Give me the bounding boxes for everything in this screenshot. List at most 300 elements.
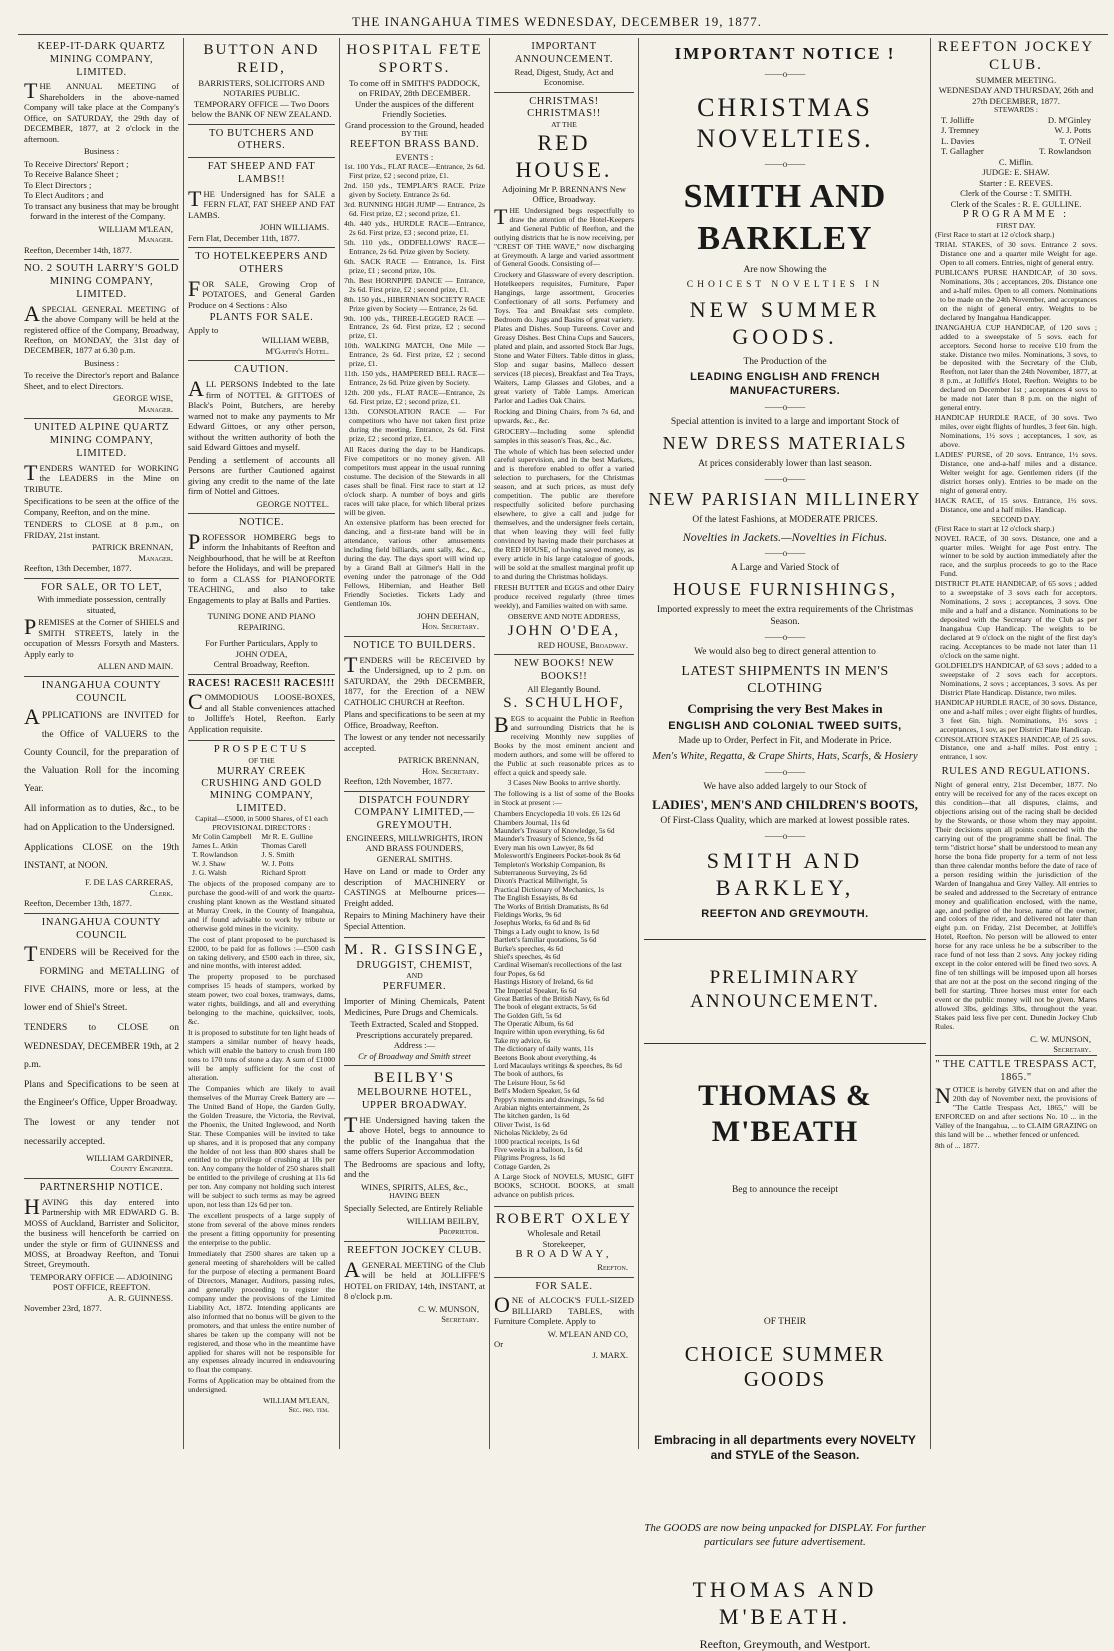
ad-heading: LATEST SHIPMENTS IN MEN'S CLOTHING — [681, 663, 889, 696]
list-item: Oliver Twist, 1s 6d — [494, 1119, 550, 1129]
ad-title: " THE CATTLE TRESPASS ACT, 1865." — [935, 1058, 1097, 1083]
signature: ALLEN AND MAIN. — [97, 661, 173, 672]
signature-role: Clerk. — [149, 887, 173, 898]
ad-title: DISPATCH FOUNDRY COMPANY LIMITED,—GREYMOUTH. — [354, 794, 475, 832]
ad-dates: WEDNESDAY AND THURSDAY, 26th and 27th DECEMBER, 1877. — [938, 85, 1094, 106]
ad-address: Cr of Broadway and Smith street — [358, 1050, 471, 1061]
ad-text: Special attention is invited to a large and important Stock of — [670, 417, 900, 428]
steward: T. Jolliffe — [941, 115, 975, 125]
ad-body: TENDERS WANTED for WORKING the LEADERS in the Mine on TRIBUTE. — [24, 459, 179, 494]
ad-subtitle: UPPER BROADWAY. — [361, 1100, 468, 1112]
steward: T. Gallagher — [941, 146, 984, 157]
section-rule — [644, 939, 926, 940]
director: James L. Atkin — [192, 841, 238, 851]
ad-body: ASPECIAL GENERAL MEETING of the above Company will be held at the registered office of the Company, Broadway, Reefton, on MONDAY, the 31st day of DECEMBER, 1877 at 6.30 p.m. — [24, 300, 179, 356]
list-item: 1000 practical receipts, 1s 6d — [494, 1136, 580, 1146]
steward-row — [935, 115, 1097, 125]
ad-body: THE Undersigned having taken the above Hotel, begs to announce to the public of the Inangahua that the same offers Superior Accommodation — [344, 1111, 485, 1157]
signature: WILLIAM BEILBY, — [406, 1215, 479, 1226]
ad-body: TENDERS will be RECEIVED by the Undersigned, up to 2 p.m. on SATURDAY, the 29th DECEMBER, 1877, for the Erection of a NEW CATHOLIC CHURCH at Reefton. — [344, 651, 485, 707]
ad-text: The Bedrooms are spacious and lofty, and the — [344, 1158, 485, 1180]
ad-body: PREMISES at the Corner of SHIELS and SMITH STREETS, lately in the occupation of Messrs Forsyth and Masters. Apply early to — [24, 614, 179, 659]
list-item: Things a Lady ought to know, 1s 6d — [494, 926, 599, 936]
list-item: Peppy's memoirs and drawings, 5s 6d — [494, 1094, 604, 1104]
column-3 — [340, 38, 489, 1449]
ad-subtitle: SUMMER MEETING. — [975, 74, 1057, 85]
business-list — [24, 159, 179, 222]
list-item: Practical Dictionary of Mechanics, 1s — [494, 884, 605, 894]
clerk-course: Clerk of the Course : T. SMITH. — [960, 188, 1072, 199]
starter: Starter : E. REEVES. — [979, 177, 1053, 188]
list-item: To Receive Directors' Report ; — [24, 158, 129, 169]
ad-text: Adjoining Mr P. BRENNAN'S New Office, Broadway. — [501, 183, 627, 205]
ad-title: FOR SALE, OR TO LET, — [40, 581, 163, 593]
list-item: Bell's Modern Speaker, 5s 6d — [494, 1086, 580, 1096]
list-item: Fieldings Works, 9s 6d — [494, 910, 561, 919]
ad-title: TO BUTCHERS AND OTHERS. — [208, 127, 315, 152]
list-item: Chambers Encyclopedia 10 vols. £6 12s 6d — [494, 809, 621, 819]
ad-title: INANGAHUA COUNTY COUNCIL — [41, 679, 162, 704]
ad-smith-barkley — [644, 44, 926, 929]
ad-piano — [188, 514, 335, 675]
divider: ——o—— — [764, 548, 806, 559]
ad-cattle-trespass — [935, 1055, 1097, 1155]
list-item: 5th. 110 yds., ODDFELLOWS' RACE—Entrance, 2s 6d. Prize given by Society. — [344, 237, 485, 256]
ad-text: Men's White, Regatta, & Crape Shirts, Hats, Scarfs, & Hosiery — [652, 750, 918, 762]
ad-text: The Production of the — [743, 356, 827, 367]
ad-text: TEMPORARY OFFICE — ADJOINING POST OFFICE, REEFTON. — [30, 1271, 173, 1293]
race-entry: PUBLICAN'S PURSE HANDICAP, of 30 sovs. Nominations, 30s ; acceptances, 20s. Distance one and a-half miles. Open to all comers. Nominations to be made on the 24th November, and acceptances on the night of general entry. Weights to be declared by Inangahua Handicapper. — [935, 267, 1097, 322]
ad-subtitle: CHRISTMAS! CHRISTMAS!! — [527, 95, 601, 120]
ad-heading: NEW SUMMER GOODS. — [689, 297, 881, 350]
ad-text: A Large Stock of NOVELS, MUSIC, GIFT BOOKS, SCHOOL BOOKS, at small advance on publish prices. — [494, 1172, 634, 1200]
signature-role: Manager. — [138, 403, 173, 414]
signature: GEORGE WISE, — [113, 393, 173, 404]
ad-text: OF THE — [248, 755, 275, 765]
rules-heading: RULES AND REGULATIONS. — [941, 766, 1091, 778]
ad-date: November 23rd, 1877. — [24, 1303, 102, 1314]
ad-county-council-tenders — [24, 914, 179, 1179]
ad-subtitle: PLANTS FOR SALE. — [209, 312, 314, 324]
ad-title: KEEP-IT-DARK QUARTZ MINING COMPANY, LIMITED. — [37, 41, 166, 78]
ad-partnership — [24, 1179, 179, 1318]
ad-title: TO HOTELKEEPERS AND OTHERS — [195, 251, 328, 275]
ad-text: Are now Showing the — [743, 265, 827, 276]
steward-row — [935, 125, 1097, 135]
signature-role: Secretary. — [441, 1313, 479, 1324]
ad-subtitle: GENERAL SMITHS. — [376, 853, 453, 864]
ad-text: TEMPORARY OFFICE — Two Doors below the BANK OF NEW ZEALAND. — [191, 98, 332, 120]
divider: ——o—— — [764, 767, 806, 778]
ad-date: Reefton, 12th November, 1877. — [344, 776, 453, 787]
signature: JOHN DEEHAN, — [417, 611, 479, 621]
ad-text: BROADWAY, — [515, 1249, 613, 1261]
list-item: Maunder's Treasury of Science, 9s 6d — [494, 834, 604, 844]
ad-text: Prescriptions accurately prepared. — [356, 1029, 473, 1040]
race-entry: HANDICAP HURDLE RACE, of 30 sovs. Two miles, over eight flights of hurdles, 3 feet 6in. high. Nominations, 1½ sovs ; acceptances, 1 sov, as above. — [935, 413, 1097, 450]
ad-text: 3 Cases New Books to arrive shortly. — [507, 778, 621, 788]
ad-south-larry — [24, 260, 179, 419]
ad-text: Of the latest Fashions, at MODERATE PRICES. — [692, 515, 878, 526]
ad-prospectus — [188, 741, 335, 1419]
director: W. J. Potts — [261, 858, 294, 868]
ad-text: HAVING BEEN — [389, 1191, 440, 1201]
ad-title: INANGAHUA COUNTY COUNCIL — [41, 916, 162, 941]
ad-text: Specifications to be seen at the office of the Company, Reefton, and on the mine. — [24, 496, 179, 517]
signature-role: Hon. Secretary. — [422, 621, 479, 632]
list-item: The Operatic Album, 6s 6d — [494, 1019, 574, 1029]
director: Mr R. E. Gulline — [261, 832, 313, 842]
ad-title: FAT SHEEP AND FAT LAMBS!! — [207, 161, 316, 185]
signature-place: Central Broadway, Reefton. — [213, 659, 310, 670]
list-item: Burke's speeches, 4s 6d — [494, 943, 563, 953]
signature: WILLIAM M'LEAN, — [263, 1396, 329, 1406]
list-item: Arabian nights entertainment, 2s — [494, 1102, 590, 1112]
ad-text: All information as to duties, &c., to be had on Application to the Undersigned. — [24, 803, 179, 833]
signature: C. W. MUNSON, — [1030, 1033, 1091, 1044]
divider: ——o—— — [764, 68, 806, 79]
ad-firm: SMITH AND BARKLEY — [683, 178, 887, 257]
ad-title: FOR SALE. — [535, 1280, 593, 1292]
ad-title: IMPORTANT ANNOUNCEMENT. — [514, 41, 614, 65]
steward: T. Rowlandson — [1039, 146, 1091, 157]
list-item: 10th. WALKING MATCH, One Mile — Entrance, 2s 6d. First prize, £2 ; second prize, £1. — [344, 341, 485, 369]
list-item: Take my advice, 6s — [494, 1035, 551, 1045]
ad-text: Beg to announce the receipt — [731, 1185, 839, 1195]
director: Richard Sprott — [261, 867, 307, 877]
steward-row — [935, 146, 1097, 156]
column-6 — [931, 38, 1101, 1449]
ad-text: Under the auspices of the different Friendly Societies. — [355, 98, 474, 120]
ad-text: The lowest or any tender not necessarily accepted. — [24, 1117, 179, 1147]
ad-body: TENDERS will be Received for the FORMING and METALLING of FIVE CHAINS, more or less, at the lower end of Shiel's Street. — [24, 941, 179, 1014]
ad-body: BEGS to acquaint the Public in Reefton and surrounding Districts that he is receiving Monthly new supplies of Books by the most eminent ancient and modern authors, and some will be offered to the Public at such reasonable prices as to effect a quick and speedy sale. — [494, 711, 634, 777]
ad-text: We would also beg to direct general attention to — [694, 647, 876, 658]
list-item: The dictionary of daily wants, 11s — [494, 1044, 594, 1054]
steward-row — [935, 136, 1097, 146]
ad-county-council-valuers — [24, 677, 179, 914]
ad-subtitle: WINES, SPIRITS, ALES, &c., — [361, 1181, 468, 1192]
ad-keep-it-dark — [24, 38, 179, 260]
ad-important-announcement — [494, 38, 634, 93]
ad-text: CHOICEST NOVELTIES IN — [686, 279, 884, 290]
masthead-rule — [18, 34, 1108, 35]
director: Mr Colin Campbell — [192, 832, 252, 842]
ad-text: At prices considerably lower than last season. — [698, 458, 872, 469]
ad-body: FOR SALE, Growing Crop of POTATOES, and General Garden Produce on 4 Sections : Also — [188, 275, 335, 310]
signature-role: Hon. Secretary. — [422, 765, 479, 776]
ad-text: AND — [406, 971, 423, 981]
race-entry: TRIAL STAKES, of 30 sovs. Entrance 2 sovs. Distance one and a quarter mile Weight for age. Open to all comers. Entries, night of general entry. — [935, 240, 1097, 267]
ad-paragraph: The property proposed to be purchased comprises 15 heads of stampers, worked by steam power, two coal boxes, tramways, dams, water rights, buildings, and all and everything belonging to the machine, quicksilver, tools, &c. — [188, 972, 335, 1027]
ad-hospital-fete — [344, 38, 485, 637]
list-item: Molesworth's Engineers Pocket-book 8s 6d — [494, 851, 621, 861]
ad-title: NO. 2 SOUTH LARRY'S GOLD MINING COMPANY, LIMITED. — [24, 263, 179, 300]
ad-title: BEILBY'S — [373, 1070, 456, 1087]
ad-text: AT THE — [551, 120, 577, 130]
ad-notice-builders — [344, 637, 485, 792]
business-label: Business : — [83, 357, 120, 368]
list-item: To Receive Balance Sheet ; — [24, 169, 119, 180]
stewards-label: STEWARDS : — [993, 105, 1039, 115]
ad-body: AGENERAL MEETING of the Club will be held at JOLLIFFE'S HOTEL on FRIDAY, 14th, INSTANT, at 8 o'clock p.m. — [344, 1256, 485, 1302]
signature: PATRICK BRENNAN, — [92, 542, 173, 553]
list-item: Every man his own Lawyer, 8s 6d — [494, 842, 594, 852]
divider: ——o—— — [764, 159, 806, 170]
ad-paragraph: The excellent prospects of a large supply of stone from several of the above mines renders the present a fitting opportunity for presenting the enterprise to the public. — [188, 1211, 335, 1248]
signature-place: RED HOUSE, Broadway. — [537, 639, 628, 650]
ad-robert-oxley — [494, 1207, 634, 1278]
ad-text: OF THEIR — [763, 1316, 807, 1327]
ad-firm: THOMAS & M'BEATH — [698, 1078, 872, 1149]
list-item: Cottage Garden, 2s — [494, 1161, 551, 1171]
list-item: Great Battles of the British Navy, 6s 6d — [494, 993, 610, 1003]
ad-thomas-mbeath — [644, 966, 926, 1651]
ad-body: NOTICE is hereby GIVEN that on and after the 20th day of November next, the provisions of "The Cattle Trespass Act, 1865," will be ENFORCED on and after sections No. 10 ... in the Valley of the Inangahua, ... to CLAIM GRAZING on this land will be ... whether fenced or unfenced. — [935, 1083, 1097, 1140]
events-list — [344, 163, 485, 444]
list-item: 1st. 100 Yds., FLAT RACE—Entrance, 2s 6d. First prize, £2 ; second prize, £1. — [344, 162, 485, 181]
column-1 — [20, 38, 183, 1449]
ad-paragraph: The objects of the proposed company are to purchase the good-will of and work the quartz-crushing plant known as the Westland situated at Murray Creek, in the County of Inangahua, and if found advisable to work by tribute or otherwise gold mines in the vicinity. — [188, 878, 335, 933]
steward: L. Davies — [941, 135, 975, 146]
ad-date: Reefton, December 13th, 1877. — [24, 898, 132, 909]
list-item: Maunder's Treasury of Knowledge, 5s 6d — [494, 826, 615, 836]
steward: D. M'Ginley — [1047, 115, 1091, 125]
director: J. G. Walsh — [192, 867, 227, 877]
race-entry: HACK RACE, of 15 sovs. Entrance, 1½ sovs. Distance, one and a half miles. Handicap. — [935, 495, 1097, 514]
ad-text: Plans and Specifications to be seen at the Engineer's Office, Upper Broadway. — [24, 1078, 179, 1109]
list-item: The Imperial Speaker, 6s 6d — [494, 985, 577, 995]
ad-title: HOSPITAL FETE SPORTS. — [346, 42, 483, 77]
ad-text: Teeth Extracted, Scaled and Stopped. — [350, 1019, 479, 1030]
signature-role: County Engineer. — [110, 1163, 173, 1174]
ad-body: Have on Land or made to Order any description of MACHINERY or CASTINGS at Melbourne prices—Freight added. — [344, 866, 485, 908]
ad-gissing-chemist — [344, 938, 485, 1066]
ad-body: To come off in SMITH'S PADDOCK, on FRIDAY, 28th DECEMBER. — [349, 77, 480, 99]
races-day-2 — [935, 535, 1097, 763]
list-item: 7th. Best HORNPIPE DANCE — Entrance, 2s 6d. First prize, £2 ; second prize, £1. — [344, 275, 485, 294]
ad-dispatch-foundry — [344, 792, 485, 939]
ad-title: ROBERT OXLEY — [495, 1210, 633, 1227]
ad-subtitle: BARRISTERS, SOLICITORS AND NOTARIES PUBLIC. — [198, 77, 325, 99]
list-item: Shiel's speeches, 4s 6d — [494, 951, 561, 961]
ad-body: APPLICATIONS are INVITED for the Office of VALUERS to the County Council, for the preparation of the Valuation Roll for the incoming Year. — [24, 704, 179, 795]
director: T. Rowlandson — [192, 850, 238, 860]
ad-paragraph: The Companies which are likely to avail themselves of the Murray Creek Battery are —The United Band of Hope, the Garden Gully, the Golden Treasure, the Victoria, the Revival, the Phoenix, the United Inglewood, and North Star. These Companies will be invited to take up shares, and it is proposed that any company the holder of not less than 800 shares shall be entitled to the privilege of crushing at 10s per ton. Any company the holder of 250 shares shall be entitled to the privilege of crushing at 11s 6d per ton. Any company not holding such interest will be subject to such terms as may be agreed upon, not less than 12s 6d per ton. — [188, 1083, 335, 1210]
list-item: 3rd. RUNNING HIGH JUMP — Entrance, 2s 6d. First prize, £2 ; second prize, £1. — [344, 200, 485, 219]
judge: JUDGE: E. SHAW. — [982, 167, 1050, 178]
ad-body: Importer of Mining Chemicals, Patent Medicines, Pure Drugs and Chemicals. — [344, 996, 485, 1017]
signature: WILLIAM M'LEAN, — [98, 223, 173, 234]
ad-text: LEADING ENGLISH AND FRENCH MANUFACTURERS. — [690, 371, 880, 397]
list-item: Dixon's Practical Millwright, 5s — [494, 876, 588, 886]
director: Thomas Carell — [261, 841, 307, 851]
ad-button-reid — [188, 38, 335, 125]
ad-title: RACES! RACES!! RACES!!! — [188, 677, 335, 689]
ad-body: COMMODIOUS LOOSE-BOXES, and all Stable conveniences attached to Jolliffe's Hotel, Reefton. Early Application requisite. — [188, 689, 335, 734]
ad-for-sale-premises — [24, 579, 179, 677]
ad-body: THE Undersigned begs respectfully to draw the attention of the Hotel-Keepers and General Public of Reefton, and the outlying districts that he is now receiving, per "CREST OF THE WAVE," now discharging at Greymouth. A large and varied assortment of General Goods. Consisting of— — [494, 203, 634, 269]
ad-text: Address :— — [393, 1040, 436, 1051]
list-item: Cardinal Wiseman's recollections of the last four Popes, 6s 6d — [494, 960, 622, 978]
ad-fat-sheep — [188, 158, 335, 248]
ad-subtitle: PERFUMER. — [382, 981, 447, 993]
list-item: To Elect Auditors ; and — [24, 190, 104, 201]
ad-title: M. R. GISSINGE, — [344, 942, 485, 959]
day-heading: SECOND DAY. — [991, 514, 1041, 524]
ad-notice-heading: IMPORTANT NOTICE ! — [674, 44, 896, 63]
list-item: Subterraneous Surveying, 2s 6d — [494, 868, 587, 878]
list-item: The kitchen garden, 1s 6d — [494, 1111, 570, 1121]
ad-text: Novelties in Jackets.—Novelties in Fichus. — [682, 529, 888, 544]
ad-heading: PRELIMINARY ANNOUNCEMENT. — [690, 967, 880, 1012]
ad-text: Plans and specifications to be seen at my Office, Broadway, Reefton. — [344, 709, 485, 730]
list-item: 2nd. 150 yds., TEMPLAR'S RACE. Prize given by Society. Entrance 2s 6d. — [344, 181, 485, 200]
ad-body: PROFESSOR HOMBERG begs to inform the Inhabitants of Reefton and Neighbourhood, that he will be at Reefton before the Holidays, and will be prepared to form a CLASS for PIANOFORTE TEACHING, and also to take Engagements to play at Balls and Parties. — [188, 528, 335, 605]
signature: C. W. MUNSON, — [418, 1303, 479, 1314]
ad-paragraph: Crockery and Glassware of every description. Hotelkeepers requisites, Furniture, Paper Hangings, large assortment, Groceries Confectionary of all sorts. Perfumery and Toys. Tea and Breakfast sets complete. Bedroom do. Jugs and Basins of great variety. Plates and Dishes. Soup Tureens. Cover and Greasy Dishes. Best China Cups and Saucers, plated and plain, and assorted Stock Bar Jugs, Stone and Water Filters. Table dittos in glass, Slop and sugar basins, Malleco dessert services (18 pieces), Breakfast and Tea Trays, Waiters, Lamp Glasses and Globes, and a great variety of Table Lamps. American Parlor and Ladies Oak Chairs. — [494, 270, 634, 405]
list-item: 4th. 440 yds., HURDLE RACE—Entrance, 2s 6d. First prize, £3 ; second prize, £1. — [344, 218, 485, 237]
ad-paragraph: It is proposed to substitute for ten light heads of stampers a similar number of heavy heads, which will enable the battery to crush from 180 tons to 170 tons of stone a day. A sum of £1000 will be amply sufficient for the cost of alteration. — [188, 1028, 335, 1082]
race-entry: CONSOLATION STAKES HANDICAP, of 25 sovs. Distance, one and a-half miles. Post entry ; entrance, 1 sov. — [935, 734, 1097, 762]
list-item: The Leisure Hour, 5s 6d — [494, 1077, 565, 1087]
ad-text: Grand procession to the Ground, headed — [345, 119, 484, 130]
ad-text: Reefton, Greymouth, and Westport. — [699, 1636, 871, 1651]
ad-subtitle: With immediate possession, centrally situated, — [37, 594, 166, 615]
ad-title: PARTNERSHIP NOTICE. — [39, 1181, 164, 1193]
signature: J. MARX. — [592, 1349, 628, 1360]
ad-text: Apply to — [188, 324, 219, 335]
ad-paragraph: Rocking and Dining Chairs, from 7s 6d, and upwards, &c., &c. — [494, 406, 634, 425]
ad-text: To receive the Director's report and Balance Sheet, and to elect Directors. — [24, 370, 179, 391]
ad-text: The following is a list of some of the Books in Stock at present :— — [494, 789, 634, 808]
ad-jockey-club-programme — [935, 38, 1097, 1055]
list-item: Nicholas Nickleby, 2s 6d — [494, 1128, 568, 1138]
ad-title: PROSPECTUS — [213, 744, 310, 756]
ad-firm: SMITH AND BARKLEY, — [706, 848, 864, 901]
divider: ——o—— — [764, 402, 806, 413]
ad-paragraph: The cost of plant proposed to be purchased is £2000, to be paid for as follows :—£500 cash on taking delivery, and £500 each in three, six, and nine months, with interest added. — [188, 934, 335, 971]
ad-subtitle: DRUGGIST, CHEMIST, — [356, 959, 473, 971]
ad-subtitle: Wholesale and Retail — [527, 1228, 601, 1239]
ad-title: UNITED ALPINE QUARTZ MINING COMPANY, LIMITED. — [33, 422, 170, 459]
signature: W. M'LEAN AND CO, — [547, 1328, 628, 1339]
column-rule — [638, 38, 639, 1449]
ad-paragraph: The whole of which has been selected under careful supervision, and in the best Markets, and is therefore enabled to offer a varied selection to purchasers, for the Christmas season, and at such prices, as must defy competition. The public are therefore respectfully solicited before purchasing elsewhere, to give a call and judge for themselves, and the undersigner feels certain, that when leaving they will feel fully convinced by having made their purchases at the RED HOUSE, of having saved money, as every article in his large catalogue of goods, will be sold at the smallest marginal profit up to and during the Christmas holidays. — [494, 446, 634, 581]
signature: PATRICK BRENNAN, — [398, 755, 479, 766]
list-item: 11th. 150 yds., HAMPERED BELL RACE—Entrance, 2s 6d. Prize given by Society. — [344, 369, 485, 388]
list-item: Josephus Works, 6s 6d and 8s 6d — [494, 918, 590, 928]
list-item: To Elect Directors ; — [24, 179, 92, 190]
ad-title: NOTICE TO BUILDERS. — [353, 639, 476, 651]
ad-subtitle: MELBOURNE HOTEL, — [357, 1087, 472, 1099]
ad-text: Imported expressly to meet the extra requirements of the Christmas Season. — [656, 604, 914, 627]
ad-paragraph: FRESH BUTTER and EGGS and other Dairy produce received regularly (three times weekly), and Families waited on with same. — [494, 582, 634, 610]
ad-heading: HOUSE FURNISHINGS, — [672, 579, 898, 599]
directors-label: PROVISIONAL DIRECTORS : — [212, 823, 311, 833]
ad-red-house — [494, 93, 634, 656]
ad-firm: THOMAS AND M'BEATH. — [692, 1577, 878, 1629]
list-item: Inquire within upon everything, 6s 6d — [494, 1027, 605, 1037]
signature: WILLIAM WEBB, — [261, 335, 329, 346]
clerk-scales: Clerk of the Scales : R. E. GULLINE. — [950, 198, 1082, 209]
ad-text: Applications CLOSE on the 19th INSTANT, at NOON. — [24, 841, 179, 872]
events-label: EVENTS : — [395, 151, 434, 162]
list-item: The Golden Gift, 5s 6d — [494, 1010, 562, 1020]
ad-paragraph: GROCERY—Including some splendid samples in this season's Teas, &c., &c. — [494, 426, 634, 445]
ad-text: Or — [494, 1339, 504, 1350]
ad-title: RED HOUSE. — [515, 130, 613, 182]
ad-subtitle: TUNING DONE AND PIANO REPAIRING. — [207, 611, 316, 632]
list-item: The book of authors, 6s — [494, 1069, 564, 1079]
ad-title: CAUTION. — [234, 364, 289, 376]
signature: GEORGE NOTTEL. — [256, 498, 329, 509]
race-entry: DISTRICT PLATE HANDICAP, of 65 sovs ; added to a sweepstake of 3 sovs each for acceptors. Nominations, 2 sovs ; acceptances, 3 sovs. One mile and a half and a distance. Nominations to be deposited with the Secretary of the Club as per Inangahua Cup Handicap. The weights to be declared at 9 o'clock on the night of the first day's racing. Acceptances to be made not later than 11 o'clock on the same night. — [935, 579, 1097, 660]
ad-text: The GOODS are now being unpacked for DISPLAY. For further particulars see future advertisement. — [644, 1522, 926, 1548]
ad-united-alpine — [24, 419, 179, 578]
ad-title: NOTICE. — [238, 517, 285, 529]
ad-text: For Further Particulars, Apply to — [205, 638, 318, 649]
ad-subtitle: Storekeeper, — [542, 1238, 586, 1249]
ad-heading: NEW PARISIAN MILLINERY — [648, 489, 922, 510]
race-entry: NOVEL RACE, of 30 sovs. Distance, one and a quarter miles. Weight for age Post entry. The winner to be sold by auction immediately after the race, and the surplus proceeds to go to the Race Fund. — [935, 533, 1097, 579]
programme-heading: PROGRAMME : — [962, 209, 1070, 221]
start-note: (First Race to start at 12 o'clock sharp.) — [935, 230, 1055, 240]
ad-caution — [188, 361, 335, 514]
ad-text: REEFTON AND GREYMOUTH. — [701, 908, 869, 921]
ad-paragraph: Forms of Application may be obtained from the undersigned. — [188, 1376, 335, 1395]
ad-paragraph: All Races during the day to be Handicaps. Five competitors or no money given. All competitors must appear in the usual running costume. The decision of the Stewards in all cases shall be final. First race to start at 12 o'clock sharp. A number of boys and girls races will take place, for which liberal prizes will be given. — [344, 444, 485, 517]
divider: ——o—— — [764, 474, 806, 485]
list-item: The English Essayists, 8s 6d — [494, 893, 578, 903]
ad-butchers — [188, 125, 335, 159]
ad-paragraph: An extensive platform has been erected for dancing, and a first-rate band will be in attendance, various other amusements including field billiards, aunt sally, &c., &c., during the day. The days sport will wind up by a Grand Ball at Gilmer's Hall in the evening under the patronage of the Odd Fellows, Hibernian, and Heather Bell Friendly Societies. Tickets Lady and Gentleman 10s. — [344, 518, 485, 609]
list-item: 6th. SACK RACE — Entrance, 1s. First prize, £1 ; second prize, 10s. — [344, 256, 485, 275]
day-heading: FIRST DAY. — [996, 221, 1036, 231]
section-rule — [644, 1043, 926, 1044]
ad-text: Comprising the very Best Makes in — [687, 700, 883, 716]
race-entry: HANDICAP HURDLE RACE, of 30 sovs. Distance, one and a-half miles ; over eight flights of hurdles, 3 feet 6in. high. Nominations, 1½ sovs ; acceptances, 1 sov, as per District Plate Handicap. — [935, 697, 1097, 734]
steward: J. Tremney — [941, 125, 980, 136]
ad-text: TENDERS to CLOSE at 8 p.m., on FRIDAY, 21st instant. — [24, 519, 179, 540]
steward: W. J. Potts — [1054, 125, 1091, 136]
signature-role: Manager. — [138, 234, 173, 245]
ad-text: Capital—£5000, in 5000 Shares, of £1 each — [195, 814, 328, 824]
signature: JOHN O'DEA, — [235, 648, 288, 659]
ad-body: ONE of ALCOCK'S FULL-SIZED BILLIARD TABLES, with Furniture Complete. Apply to — [494, 1292, 634, 1327]
directors-list — [188, 833, 335, 878]
ad-heading: CHOICE SUMMER GOODS — [684, 1341, 886, 1392]
signature: JOHN O'DEA, — [507, 622, 621, 639]
ad-town: Reefton. — [597, 1262, 628, 1273]
ad-body: THE Undersigned has for SALE a FERN FLAT, FAT SHEEP AND FAT LAMBS. — [188, 185, 335, 220]
ad-text: Pending a settlement of accounts all Persons are further Cautioned against giving any credit to the name of the late firm of Nottel and Gittoes. — [188, 454, 335, 497]
ad-text: Made up to Order, Perfect in Fit, and Moderate in Price. — [678, 736, 892, 747]
signature: A. R. GUINNESS. — [107, 1292, 173, 1303]
ad-paragraph: Immediately that 2500 shares are taken up a general meeting of shareholders will be called for the purpose of electing a permanent Board of Directors, Manager, Auditors, passing rules, and generally proceeding to register the company under the provisions of the Limited Liability Act, 1872. Intending applicants are also informed that no bonus will be given to the promoters, and that unless the entire number of shares be taken up the company will not be registered, and those who in the meantime have applied for shares will not be responsible for any expenses already incurred in endeavouring to float the company. — [188, 1249, 335, 1375]
director: W. J. Shaw — [192, 858, 226, 868]
race-entry: GOLDFIELD'S HANDICAP, of 63 sovs ; added to a sweepstake of 2 sovs each for acceptors. Nominations, 2 sovs ; acceptances, 3 sovs. As per District Plate Handicap. Distance, two miles. — [935, 660, 1097, 697]
ad-body: HAVING this day entered into Partnership with MR EDWARD G. B. MOSS of Auckland, Barrister and Solicitor, the business will henceforth be carried on under the style or firm of GUINNESS and MOSS, at Broadway Reefton, and Tonui Street, Greymouth. — [24, 1193, 179, 1270]
list-item: Chambers Journal, 11s 6d — [494, 817, 570, 827]
ad-body: Read, Digest, Study, Act and Economise. — [514, 66, 614, 88]
ad-races-stables — [188, 675, 335, 742]
ad-subtitle: All Elegantly Bound. — [527, 684, 601, 694]
business-label: Business : — [83, 146, 120, 157]
ad-text: Embracing in all departments every NOVELTY and STYLE of the Season. — [654, 1433, 916, 1462]
column-5-smith-barkley — [640, 38, 930, 1651]
start-note: (First Race to start at 12 o'clock sharp.) — [935, 523, 1055, 533]
